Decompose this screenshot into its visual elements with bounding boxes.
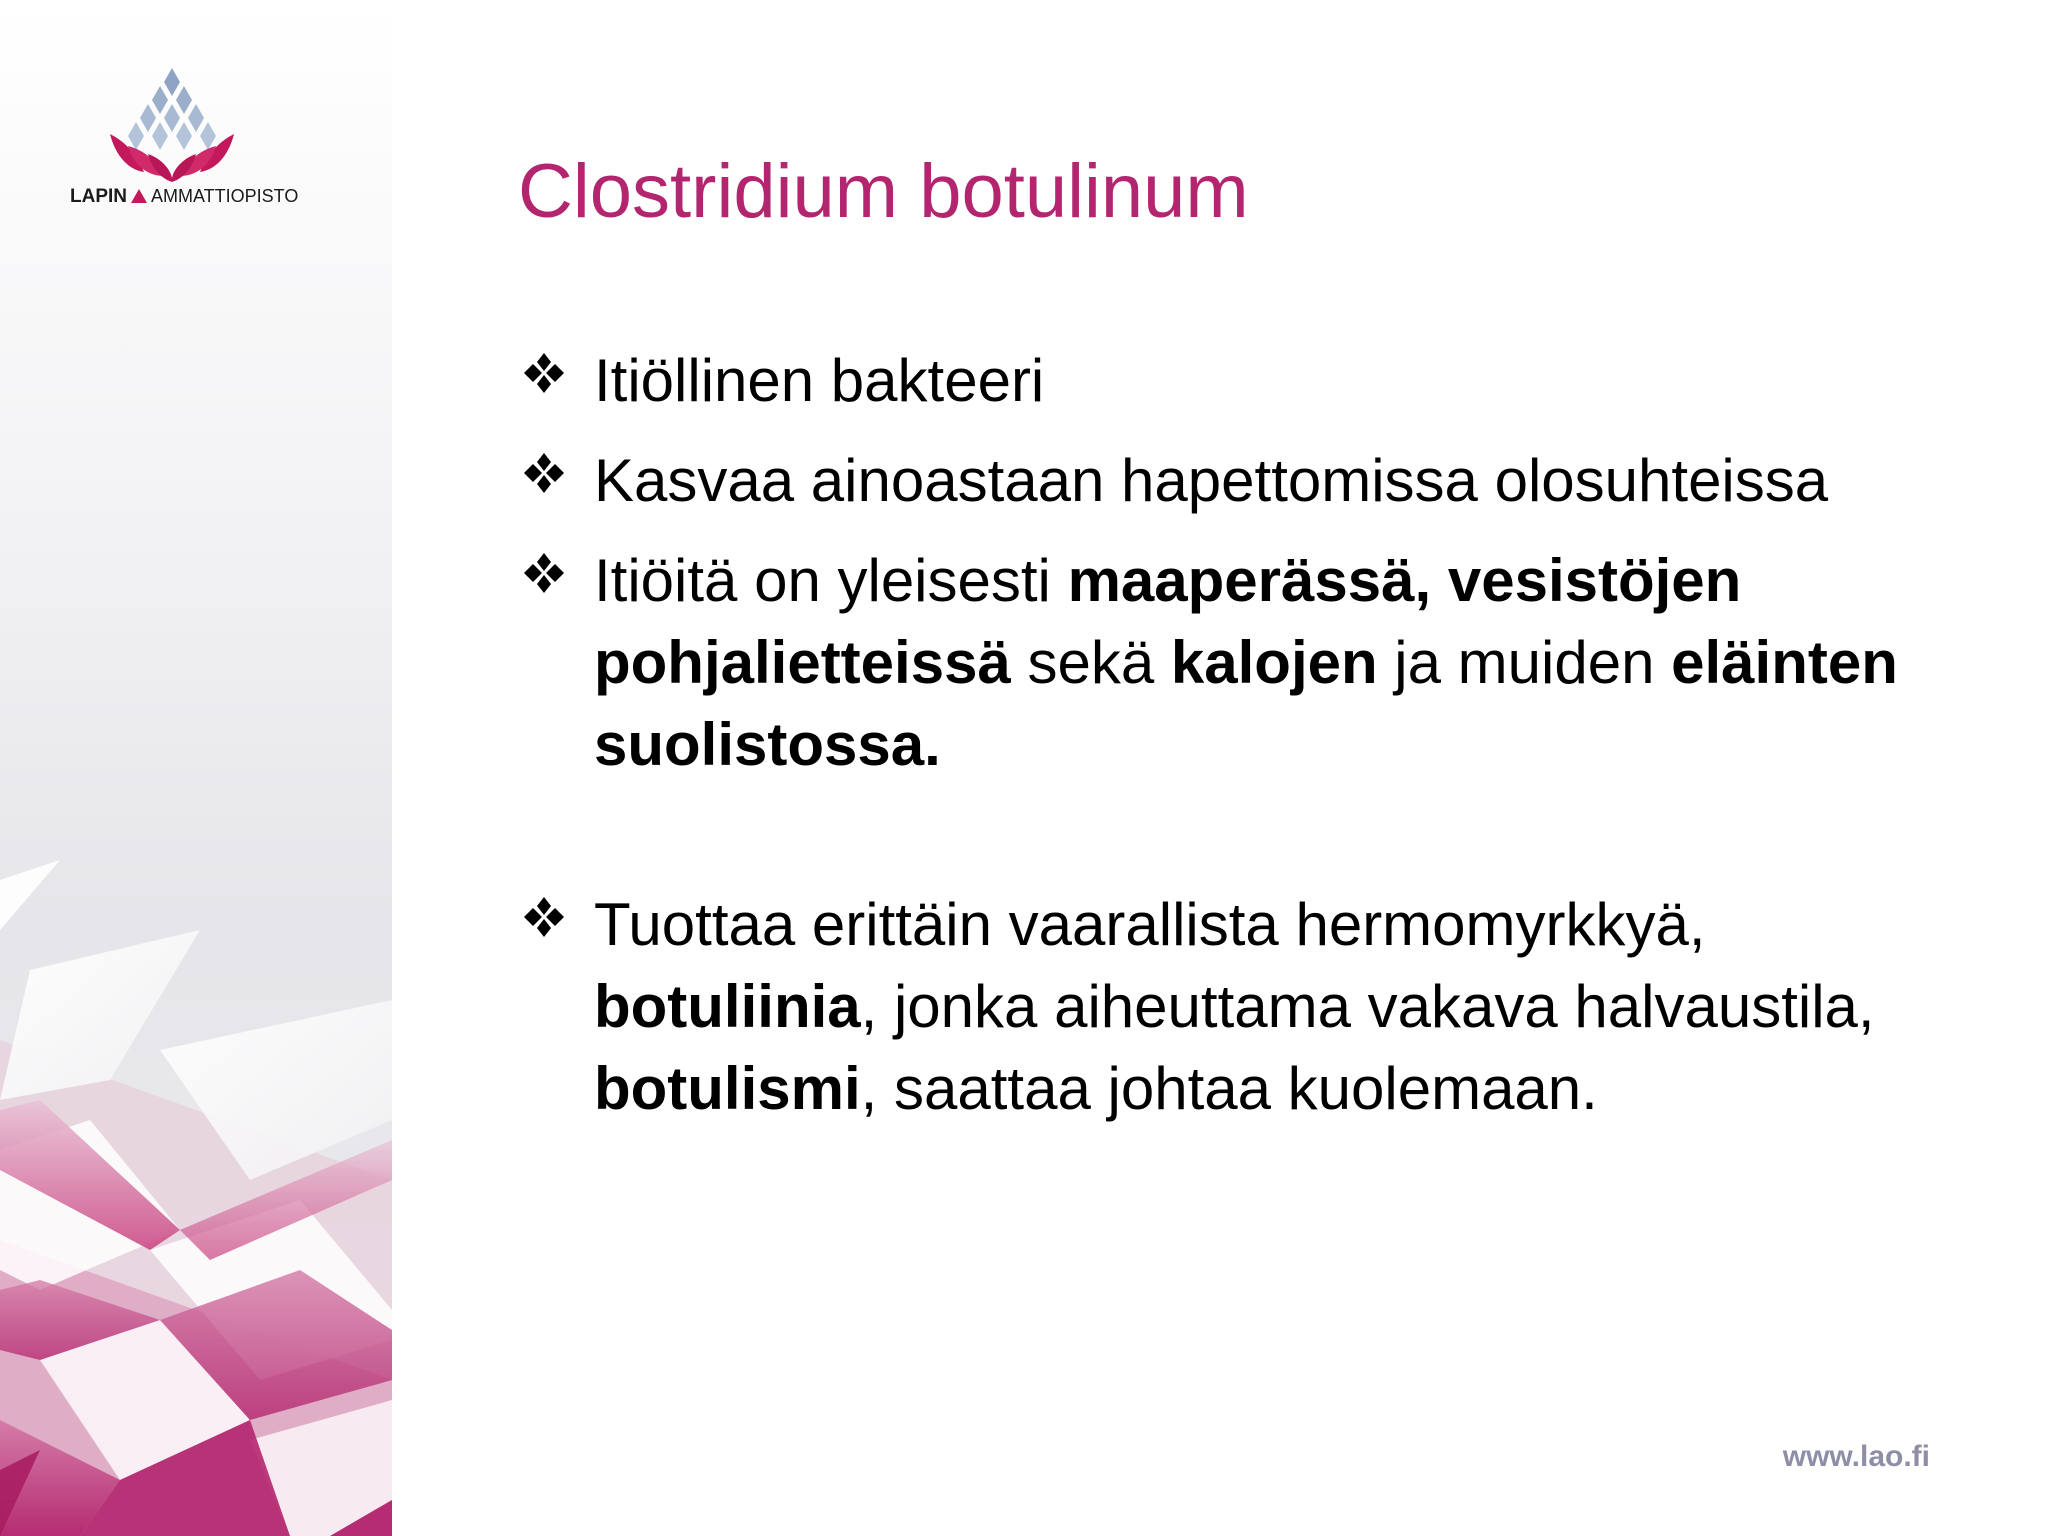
four-diamond-bullet-icon — [520, 540, 568, 622]
bullet-item — [520, 340, 1980, 422]
decorative-side-panel — [0, 0, 392, 1536]
four-diamond-bullet-icon — [520, 440, 568, 522]
logo-text-bold: LAPIN — [70, 186, 127, 207]
bullet-item — [520, 540, 1980, 786]
logo-triangle-icon — [131, 189, 147, 203]
bullet-item — [520, 440, 1980, 522]
bullet-text-bold: maaperässä, vesistöjen pohjalietteissä — [594, 547, 1742, 696]
bullet-text-part: ja muiden — [1377, 629, 1672, 696]
bullet-text-part: , jonka aiheuttama vakava halvaustila, — [860, 973, 1875, 1040]
bullet-text — [594, 347, 1044, 414]
bullet-text-part: , saattaa johtaa kuolemaan. — [860, 1055, 1598, 1122]
bullet-text-part: Kasvaa ainoastaan hapettomissa olosuhteissa — [594, 447, 1829, 514]
bullet-text — [594, 547, 1898, 778]
bullet-text — [594, 891, 1875, 1122]
bullet-item — [520, 884, 1980, 1130]
logo — [60, 68, 340, 218]
bullet-text-bold: botuliinia — [594, 973, 861, 1040]
bullet-text-bold: botulismi — [594, 1055, 861, 1122]
bullet-text-part: sekä — [1010, 629, 1171, 696]
bullet-text-bold: kalojen — [1170, 629, 1378, 696]
four-diamond-bullet-icon — [520, 884, 568, 966]
bullet-text-part: Tuottaa erittäin vaarallista hermomyrkkyä, — [594, 891, 1706, 958]
four-diamond-bullet-icon — [520, 340, 568, 422]
logo-text-regular: AMMATTIOPISTO — [151, 186, 299, 206]
logo-wordmark — [70, 186, 340, 208]
footer-url: www.lao.fi — [1782, 1440, 1930, 1473]
bullet-text-part: Itiöitä on yleisesti — [594, 547, 1068, 614]
bullet-text-bold: eläinten suolistossa. — [594, 629, 1898, 778]
bullet-text-part: Itiöllinen bakteeri — [594, 347, 1045, 414]
decorative-diamond-pattern — [0, 0, 392, 1536]
bullet-list — [520, 340, 1980, 1130]
slide-title: Clostridium botulinum — [518, 149, 1249, 234]
lotus-logo-icon — [108, 68, 268, 188]
bullet-text — [594, 447, 1828, 514]
